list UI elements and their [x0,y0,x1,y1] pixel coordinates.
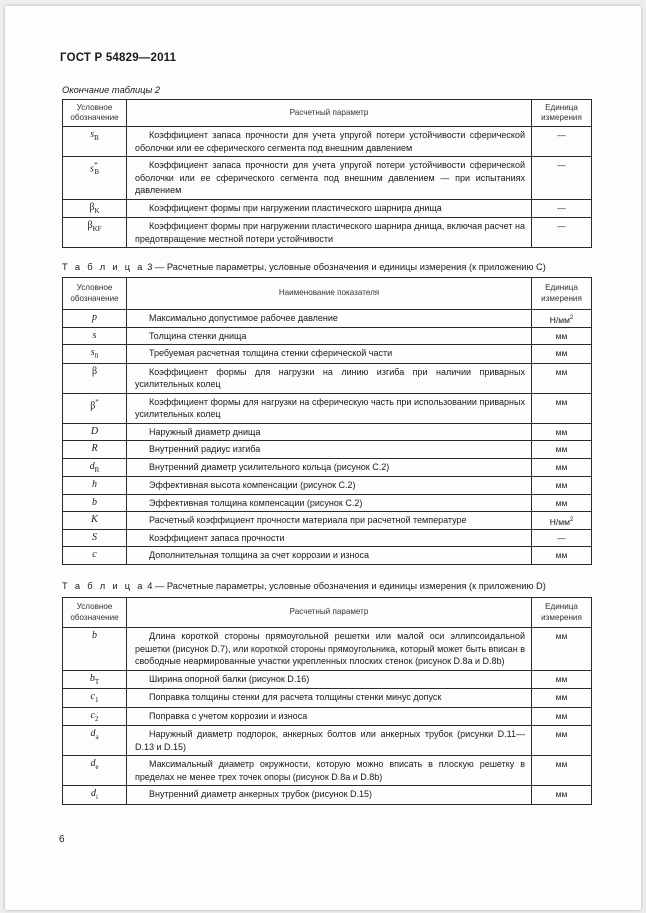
symbol-cell: $d_e$ [63,756,127,786]
table-row [63,441,592,459]
description-cell: Коэффициент запаса прочности для учета упругой потери устойчивости сферической оболочки или ее сферического сегмента под внешним давлением [127,127,532,157]
description-cell: Коэффициент запаса прочности [127,529,532,547]
symbol-cell: K [63,512,127,530]
table-header-row [63,278,592,310]
symbol-cell: b [63,628,127,671]
symbol-cell: S [63,529,127,547]
symbol-cell: $s_0$ [63,345,127,364]
unit-cell: мм [532,477,592,495]
table-row [63,199,592,218]
description-cell: Максимальный диаметр окружности, которую можно вписать в плоскую решетку в пределах не менее трех точек опоры (рисунок D.8a и D.8b) [127,756,532,786]
table-header-row [63,100,592,127]
table-row [63,157,592,200]
unit-cell: мм [532,756,592,786]
symbol-cell: $d_R$ [63,458,127,477]
description-cell: Требуемая расчетная толщина стенки сферической части [127,345,532,364]
description-cell: Поправка толщины стенки для расчета толщины стенки минус допуск [127,689,532,708]
description-cell: Ширина опорной балки (рисунок D.16) [127,670,532,689]
symbol-cell: $d_i$ [63,786,127,805]
table-2 [62,99,592,248]
table-row [63,127,592,157]
description-cell: Дополнительная толщина за счет коррозии и износа [127,547,532,565]
symbol-cell: D [63,423,127,441]
unit-cell: мм [532,628,592,671]
description-cell: Максимально допустимое рабочее давление [127,310,532,328]
symbol-cell: b [63,494,127,512]
unit-cell: мм [532,494,592,512]
document-page [5,6,641,910]
unit-cell: мм [532,670,592,689]
table-row [63,423,592,441]
description-cell: Эффективная толщина компенсации (рисунок С.2) [127,494,532,512]
description-cell: Эффективная высота компенсации (рисунок С.2) [127,477,532,495]
unit-cell: — [532,218,592,248]
table-row [63,547,592,565]
table-row [63,310,592,328]
description-cell: Внутренний радиус изгиба [127,441,532,459]
table-row [63,494,592,512]
table-row [63,393,592,423]
symbol-cell: $\beta_K$ [63,199,127,218]
table-row [63,512,592,530]
table-row [63,628,592,671]
symbol-cell: $c_1$ [63,689,127,708]
header-unit: Единица измерения [532,278,592,310]
table-row [63,689,592,708]
header-unit: Единица измерения [532,598,592,628]
table-header-row [63,598,592,628]
header-symbol: Условное обозначение [63,598,127,628]
unit-cell: мм [532,689,592,708]
description-cell: Коэффициент формы при нагружении пластического шарнира днища [127,199,532,218]
symbol-cell: $b_T$ [63,670,127,689]
table2-caption: Окончание таблицы 2 [62,85,161,95]
table-4 [62,597,592,805]
description-cell: Коэффициент формы для нагрузки на линию изгиба при наличии приварных усилительных колец [127,363,532,393]
symbol-cell: s [63,327,127,345]
header-symbol: Условное обозначение [63,278,127,310]
table-row [63,529,592,547]
table-3 [62,277,592,565]
unit-cell: мм [532,393,592,423]
unit-cell: мм [532,423,592,441]
header-param: Расчетный параметр [127,100,532,127]
header-symbol: Условное обозначение [63,100,127,127]
description-cell: Наружный диаметр подпорок, анкерных болтов или анкерных трубок (рисунки D.11—D.13 и D.15) [127,726,532,756]
symbol-cell: $c_2$ [63,707,127,726]
document-title: ГОСТ Р 54829—2011 [60,52,177,64]
header-param: Наименование показателя [127,278,532,310]
symbol-cell: $\beta_{KF}$ [63,218,127,248]
unit-cell: мм [532,363,592,393]
unit-cell: $Н/мм^2$ [532,512,592,530]
table-row [63,670,592,689]
unit-cell: мм [532,786,592,805]
table-row [63,726,592,756]
unit-cell: мм [532,458,592,477]
symbol-cell: β* [63,393,127,423]
unit-cell: — [532,157,592,200]
unit-cell: — [532,127,592,157]
table-row [63,477,592,495]
table-row [63,327,592,345]
table-row [63,786,592,805]
page-number: 6 [59,834,65,845]
table4-caption: Т а б л и ц а 4 — Расчетные параметры, условные обозначения и единицы измерения (к приложению D) [62,581,546,591]
symbol-cell: R [63,441,127,459]
symbol-cell: p [63,310,127,328]
unit-cell: мм [532,726,592,756]
unit-cell: $Н/мм^2$ [532,310,592,328]
description-cell: Наружный диаметр днища [127,423,532,441]
description-cell: Коэффициент формы для нагрузки на сферическую часть при использовании приварных усилительных колец [127,393,532,423]
header-unit: Единица измерения [532,100,592,127]
table-row [63,218,592,248]
symbol-cell: h [63,477,127,495]
description-cell: Внутренний диаметр анкерных трубок (рисунок D.15) [127,786,532,805]
table-row [63,707,592,726]
table-row [63,363,592,393]
description-cell: Внутренний диаметр усилительного кольца (рисунок С.2) [127,458,532,477]
table-row [63,756,592,786]
unit-cell: — [532,529,592,547]
table-row [63,345,592,364]
table3-caption: Т а б л и ц а 3 — Расчетные параметры, условные обозначения и единицы измерения (к приложению С) [62,262,546,272]
unit-cell: мм [532,345,592,364]
unit-cell: мм [532,707,592,726]
header-param: Расчетный параметр [127,598,532,628]
description-cell: Расчетный коэффициент прочности материала при расчетной температуре [127,512,532,530]
description-cell: Толщина стенки днища [127,327,532,345]
symbol-cell: β [63,363,127,393]
description-cell: Коэффициент формы при нагружении пластического шарнира днища, включая расчет на предотвращение местной потери устойчивости [127,218,532,248]
description-cell: Поправка с учетом коррозии и износа [127,707,532,726]
symbol-cell: c [63,547,127,565]
table-row [63,458,592,477]
symbol-cell: $d_a$ [63,726,127,756]
symbol-cell: $s_B$ [63,127,127,157]
symbol-cell: $s^*_B$ [63,157,127,200]
unit-cell: мм [532,547,592,565]
unit-cell: мм [532,441,592,459]
unit-cell: мм [532,327,592,345]
unit-cell: — [532,199,592,218]
description-cell: Длина короткой стороны прямоугольной решетки или малой оси эллипсоидальной решетки (рисунок D.7), или короткой стороны прямоугольника, который может быть вписан в свободные неармированные участки укрепленных плоских стенок (рисунок D.8a и D.8b) [127,628,532,671]
description-cell: Коэффициент запаса прочности для учета упругой потери устойчивости сферической оболочки или ее сферического сегмента под внешним давлением — при испытаниях давлением [127,157,532,200]
